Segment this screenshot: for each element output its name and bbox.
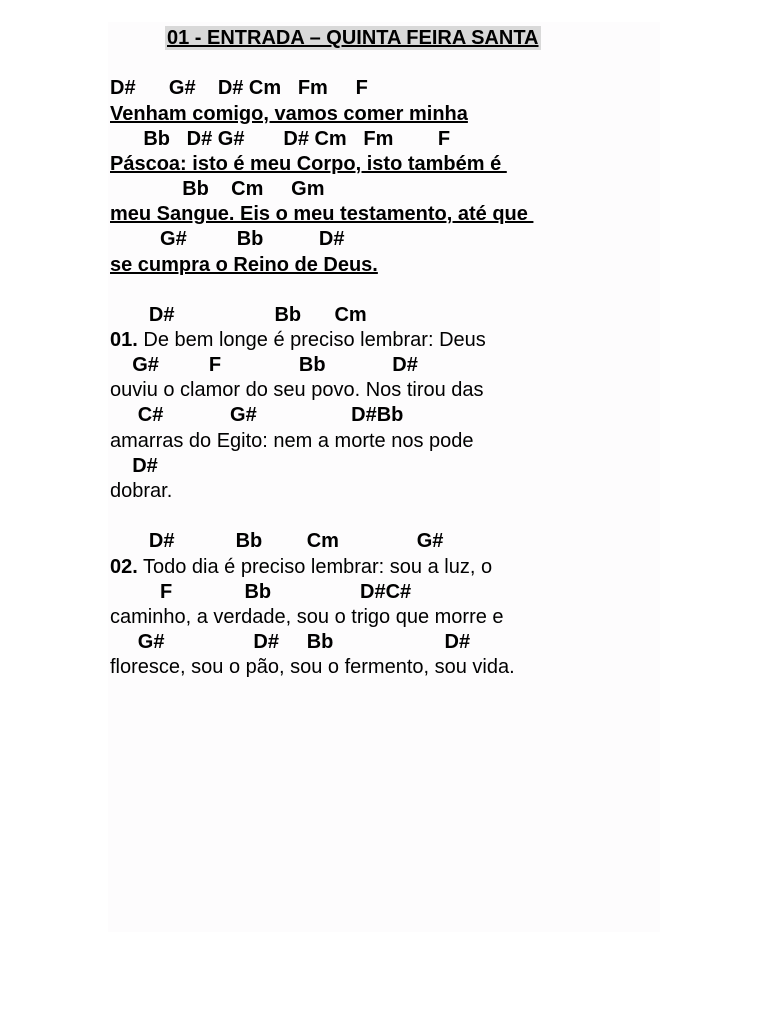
verse1-chord-line: D# [110, 455, 158, 477]
verse1-lyric-text: De bem longe é preciso lembrar: Deus [137, 329, 486, 351]
verse2-chord-line: G# D# Bb D# [110, 631, 471, 653]
chorus-chord-line: Bb D# G# D# Cm Fm F [110, 128, 451, 150]
verse2-lyric-text: Todo dia é preciso lembrar: sou a luz, o [137, 556, 493, 578]
verse2-lyric-line [110, 555, 492, 579]
chorus-lyric-line: Venham comigo, vamos comer minha [110, 103, 468, 125]
verse1-chord-line: G# F Bb D# [110, 354, 418, 376]
chorus-lyric-line: se cumpra o Reino de Deus. [110, 254, 378, 276]
verse2-chord-line: D# Bb Cm G# [110, 530, 444, 552]
verse-number: 01. [110, 329, 138, 351]
verse1-chord-line: D# Bb Cm [110, 304, 367, 326]
chorus-chord-line: D# G# D# Cm Fm F [110, 77, 368, 99]
verse2-lyric-line: caminho, a verdade, sou o trigo que morre e [110, 606, 504, 628]
verse1-lyric-line: ouviu o clamor do seu povo. Nos tirou das [110, 379, 484, 401]
verse1-lyric-line: dobrar. [110, 480, 173, 502]
song-title: 01 - ENTRADA – QUINTA FEIRA SANTA [167, 27, 539, 49]
verse2-lyric-line: floresce, sou o pão, sou o fermento, sou vida. [110, 656, 515, 678]
chorus-lyric-line: Páscoa: isto é meu Corpo, isto também é [110, 153, 507, 175]
chorus-chord-line: G# Bb D# [110, 228, 345, 250]
verse1-lyric-line: amarras do Egito: nem a morte nos pode [110, 430, 474, 452]
chorus-chord-line: Bb Cm Gm [110, 178, 325, 200]
verse1-chord-line: C# G# D#Bb [110, 404, 404, 426]
verse-number: 02. [110, 556, 138, 578]
verse2-chord-line: F Bb D#C# [110, 581, 412, 603]
chorus-lyric-line: meu Sangue. Eis o meu testamento, até que [110, 203, 534, 225]
verse1-lyric-line [110, 328, 486, 352]
